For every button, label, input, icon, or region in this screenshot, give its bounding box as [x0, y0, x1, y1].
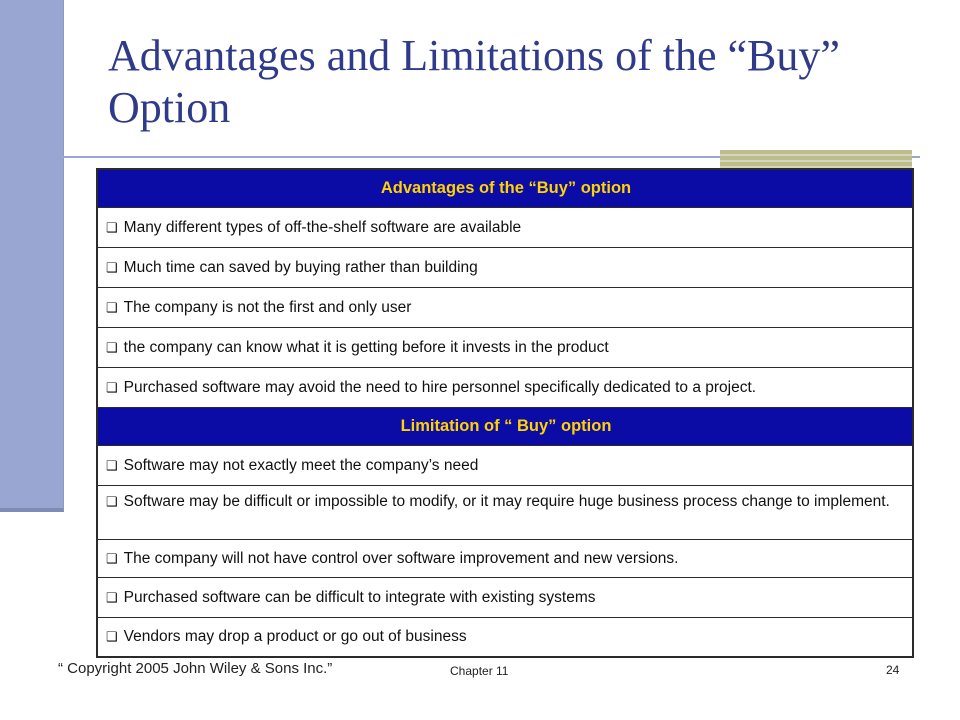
page-number: 24 — [886, 663, 900, 677]
limitation-row — [98, 618, 912, 656]
checkbox-bullet-icon: ❑ — [106, 629, 118, 644]
checkbox-bullet-icon: ❑ — [106, 339, 118, 355]
advantage-text: Much time can saved by buying rather than building — [123, 258, 478, 276]
advantage-text: Many different types of off-the-shelf software are available — [123, 218, 522, 236]
limitation-text — [106, 492, 906, 512]
limitation-text: The company will not have control over software improvement and new versions. — [123, 549, 679, 567]
advantage-text: Purchased software may avoid the need to hire personnel specifically dedicated to a project. — [123, 378, 757, 396]
advantage-row — [98, 208, 912, 248]
limitation-text: Purchased software can be difficult to integrate with existing systems — [123, 588, 596, 606]
limitation-text-content: Software may be difficult or impossible to modify, or it may require huge business process change to implement. — [123, 493, 890, 510]
limitation-row — [98, 446, 912, 486]
checkbox-bullet-icon: ❑ — [106, 299, 118, 315]
decorative-accent-block — [720, 150, 912, 168]
checkbox-bullet-icon: ❑ — [106, 494, 118, 509]
limitation-text: Software may not exactly meet the company’s need — [123, 456, 479, 474]
limitation-row — [98, 578, 912, 618]
advantage-row — [98, 288, 912, 328]
advantage-row — [98, 248, 912, 288]
advantages-header: Advantages of the “Buy” option — [98, 170, 912, 208]
advantage-text: the company can know what it is getting before it invests in the product — [123, 338, 609, 356]
limitations-header: Limitation of “ Buy” option — [98, 408, 912, 446]
limitation-row — [98, 540, 912, 578]
chapter-label: Chapter 11 — [450, 664, 509, 678]
checkbox-bullet-icon: ❑ — [106, 589, 118, 605]
advantage-row — [98, 368, 912, 408]
buy-option-table — [96, 168, 914, 658]
checkbox-bullet-icon: ❑ — [106, 219, 118, 235]
checkbox-bullet-icon: ❑ — [106, 259, 118, 275]
checkbox-bullet-icon: ❑ — [106, 379, 118, 395]
limitation-text: Vendors may drop a product or go out of business — [123, 628, 467, 645]
limitation-row — [98, 486, 912, 540]
advantage-text: The company is not the first and only user — [123, 298, 412, 316]
checkbox-bullet-icon: ❑ — [106, 550, 118, 566]
advantage-row — [98, 328, 912, 368]
checkbox-bullet-icon: ❑ — [106, 457, 118, 473]
slide-title: Advantages and Limitations of the “Buy” Option — [108, 31, 840, 132]
decorative-side-bar — [0, 0, 64, 512]
copyright-footer: “ Copyright 2005 John Wiley & Sons Inc.” — [58, 660, 333, 677]
